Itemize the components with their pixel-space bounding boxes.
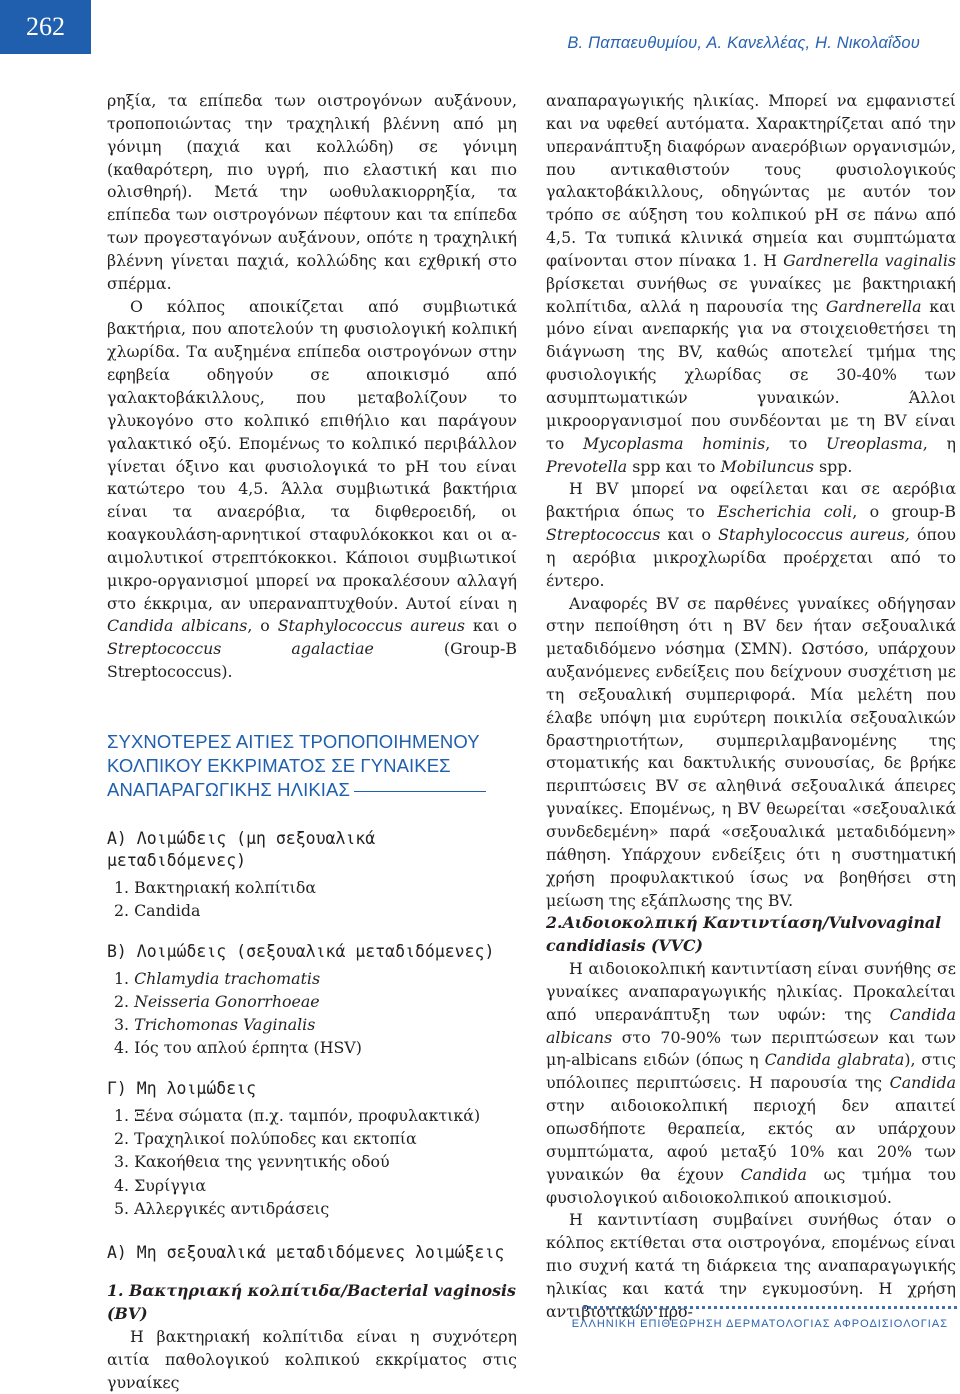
list-item: 1. Chlamydia trachomatis — [114, 968, 321, 988]
italic-term: Candida albicans — [107, 616, 248, 636]
italic-term: Candida — [740, 1164, 807, 1184]
section-title-box — [107, 730, 517, 802]
subsection-heading: Α) Μη σεξουαλικά μεταδιδόμενες λοιμώξεις — [107, 1243, 505, 1263]
italic-term: Streptococcus agalactiae — [107, 639, 374, 659]
right-paragraph-5: Η καντιντίαση συμβαίνει συνήθως όταν ο κόλπος εκτίθεται στα οιστρογόνα, επομένως είναι πιο συχνή κατά τη διάρκεια της αναπαραγωγικής ηλικίας και κατά την εγκυμοσύνη. Η χρήση αντιβιοτικών προ- — [546, 1210, 956, 1321]
italic-term: Neisseria Gonorrhoeae — [134, 991, 320, 1011]
italic-term: Chlamydia trachomatis — [134, 968, 321, 988]
page-number-badge — [0, 0, 91, 54]
list-item: 4. Ιός του απλού έρπητα (HSV) — [114, 1038, 362, 1058]
list-item: 2. Τραχηλικοί πολύποδες και εκτοπία — [114, 1129, 417, 1149]
list-item: 2. Candida — [114, 901, 201, 921]
vvc-heading: 2.Αιδοιοκολπική Καντιντίαση/Vulvovaginal candidiasis (VVC) — [546, 913, 942, 956]
right-paragraph-2 — [546, 478, 956, 592]
italic-term: Candida — [889, 1073, 956, 1093]
italic-term: Staphylococcus aureus — [277, 616, 466, 636]
italic-term: Candida albicans — [546, 1004, 956, 1047]
text-run: Η BV μπορεί να οφείλεται και σε αερόβια βακτήρια όπως το — [546, 479, 956, 522]
text-run: βρίσκεται συνήθως σε γυναίκες με βακτηριακή κολπίτιδα, αλλά η παρουσία της — [546, 273, 956, 316]
italic-term: Gardnerella — [825, 296, 922, 316]
bv-heading: 1. Βακτηριακή κολπίτιδα/Bacterial vaginosis (BV) — [107, 1281, 516, 1324]
list-item: 4. Συρίγγια — [114, 1175, 207, 1195]
italic-term: Prevotella — [546, 456, 628, 476]
section-title-line-2: ΚΟΛΠΙΚΟΥ ΕΚΚΡΙΜΑΤΟΣ ΣΕ ΓΥΝΑΙΚΕΣ — [107, 754, 451, 776]
group-a-heading: Α) Λοιμώδεις (μη σεξουαλικά μεταδιδόμενες) — [107, 828, 376, 870]
italic-term: Candida glabrata — [764, 1050, 905, 1070]
text-run: Ο κόλπος αποικίζεται από συμβιωτικά βακτήρια, που αποτελούν τη φυσιολογική κολπική χλωρίδα. Τα αυξημένα επίπεδα οιστρογόνων στην εφηβεία οδηγούν σε αποικισμό από γαλακτοβάκιλλους, που μεταβολίζουν το γλυκογόνο στο κολπικό επιθήλιο και παράγουν γαλακτικό οξύ. Επομένως το κολπικό περιβάλλον γίνεται όξινο και φυσιολογικά το pH του είναι κατώτερο του 4,5. Άλλα συμβιωτικά βακτήρια είναι τα αναερόβια, τα διφθεροειδή, οι κοαγκουλάση-αρνητικοί σταφυλόκοκκοι και οι α-αιμολυτικοί στρεπτόκοκκοι. Κάποιοι συμβιωτικοί μικρο-οργανισμοί μπορεί να προκαλέσουν αλλαγή στο έκκριμα, αν υπεραναπτυχθούν. Αυτοί είναι η — [107, 296, 517, 613]
italic-term: Staphylococcus aureus, — [718, 525, 910, 545]
text-run: spp. — [813, 456, 853, 476]
text-run: (Group-B Streptococcus). — [107, 639, 517, 682]
bv-paragraph: Η βακτηριακή κολπίτιδα είναι η συχνότερη αιτία παθολογικού κολπικού εκκρίματος στις γυναίκες — [107, 1326, 517, 1392]
italic-term: Ureoplasma — [825, 433, 923, 453]
italic-term: Streptococcus — [546, 525, 661, 545]
text-run: ), στις υπόλοιπες περιπτώσεις. Η παρουσία της — [546, 1050, 956, 1093]
text-run: spp και το — [627, 456, 721, 476]
group-b-list — [107, 967, 517, 1060]
running-header-authors: Β. Παπαευθυμίου, Α. Κανελλέας, Η. Νικολαΐδου — [567, 34, 920, 52]
right-paragraph-3: Αναφορές BV σε παρθένες γυναίκες οδήγησαν στην πεποίθηση ότι η BV δεν ήταν σεξουαλικά μεταδιδόμενο νόσημα (ΣΜΝ). Ωστόσο, υπάρχουν αυξανόμενες ενδείξεις που δείχνουν συσχέτιση με τη σεξουαλική συμπεριφορά. Μία μελέτη που έλαβε υπόψη μια ευρύτερη ποικιλία σεξουαλικών δραστηριοτήτων, συμπεριλαμβανομένης της στοματικής και δακτυλικής συνουσίας, δε βρήκε περιπτώσεις BV σε αληθινά σεξουαλικά άπειρες γυναίκες. Επομένως, η BV θεωρείται «σεξουαλικά συνδεδεμένη» παρά «σεξουαλικά μεταδιδόμενη» πάθηση. Υπάρχουν ενδείξεις ότι η συστηματική χρήση προφυλακτικού ίσως να βοηθήσει στη μείωση της εξάπλωσης της BV. — [546, 593, 956, 910]
text-run: όπου η αερόβια μικροχλωρίδα προέρχεται από το έντερο. — [546, 525, 957, 590]
page-number: 262 — [26, 12, 65, 41]
right-column — [546, 90, 956, 1324]
italic-term: Trichomonas Vaginalis — [134, 1015, 316, 1035]
text-run: αναπαραγωγικής ηλικίας. Μπορεί να εμφανιστεί και να υφεθεί αυτόματα. Χαρακτηρίζεται από την υπερανάπτυξη διαφόρων αναερόβιων οργανισμών, που αντικαθιστούν τους φυσιολογικούς γαλακτοβάκιλλους, οδηγώντας με αυτόν τον τρόπο σε αύξηση του κολπικού pH σε πάνω από 4,5. Τα τυπικά κλινικά σημεία και συμπτώματα φαίνονται στον πίνακα 1. Η — [546, 91, 956, 270]
text-run: , ο group-B — [852, 502, 956, 522]
text-run: , ο — [247, 616, 278, 636]
list-item: 2. Neisseria Gonorrhoeae — [114, 991, 320, 1011]
text-run: και ο — [660, 525, 719, 545]
list-item: 3. Κακοήθεια της γεννητικής οδού — [114, 1152, 390, 1172]
footer-dotted-rule — [583, 1306, 957, 1309]
text-run: , το — [765, 433, 826, 453]
title-rule — [354, 791, 486, 792]
text-run: , η — [922, 433, 956, 453]
italic-term: Gardnerella vaginalis — [783, 250, 957, 270]
text-run: στην αιδοιοκολπική περιοχή δεν απαιτεί οπωσδήποτε θεραπεία, εκτός αν υπάρχουν συμπτώματα, αφού μεταξύ 10% και 20% των γυναικών θα έχουν — [546, 1096, 956, 1184]
left-paragraph-1: ρηξία, τα επίπεδα των οιστρογόνων αυξάνουν, τροποποιώντας την τραχηλική βλέννη από μη γόνιμη (παχιά και κολλώδη) σε γόνιμη (καθαρότερη, πιο υγρή, πιο ελαστική και πιο ολισθηρή). Μετά την ωοθυλακιορρηξία, τα επίπεδα των οιστρογόνων πέφτουν και τα επίπεδα των προγεσταγόνων αυξάνουν, οπότε η τραχηλική βλέννη γίνεται παχιά, κολλώδης και εχθρική στο σπέρμα. — [107, 91, 517, 293]
list-item: 5. Αλλεργικές αντιδράσεις — [114, 1198, 330, 1218]
list-item: 3. Trichomonas Vaginalis — [114, 1015, 316, 1035]
italic-term: Mycoplasma hominis — [582, 433, 766, 453]
left-paragraph-2 — [107, 296, 517, 684]
list-item: 1. Ξένα σώματα (π.χ. ταμπόν, προφυλακτικά) — [114, 1105, 481, 1125]
right-paragraph-4 — [546, 958, 956, 1209]
group-c-heading: Γ) Μη λοιμώδεις — [107, 1078, 257, 1098]
section-title-line-1: ΣΥΧΝΟΤΕΡΕΣ ΑΙΤΙΕΣ ΤΡΟΠΟΠΟΙΗΜΕΝΟΥ — [107, 730, 480, 752]
italic-term: Mobiluncus — [720, 456, 814, 476]
text-run: Η αιδοιοκολπική καντιντίαση είναι συνήθης σε γυναίκες αναπαραγωγικής ηλικίας. Προκαλείται από υπερανάπτυξη των υφών: της — [546, 959, 956, 1024]
journal-footer: ΕΛΛΗΝΙΚΗ ΕΠΙΘΕΩΡΗΣΗ ΔΕΡΜΑΤΟΛΟΓΙΑΣ ΑΦΡΟΔΙΣΙΟΛΟΓΙΑΣ — [571, 1318, 948, 1330]
group-a-list — [107, 876, 517, 923]
text-run: και ο — [465, 616, 518, 636]
italic-term: Escherichia coli — [717, 502, 853, 522]
text-run: ως τμήμα του φυσιολογικού αιδοιοκολπικού αποικισμού. — [546, 1164, 956, 1207]
right-paragraph-1 — [546, 90, 956, 478]
text-run: και μόνο είναι ανεπαρκής για να στοιχειοθετήσει τη διάγνωση της BV, καθώς αποτελεί τμήμα της φυσιολογικής χλωρίδας σε 30-40% των ασυμπτωματικών γυναικών. Άλλοι μικροοργανισμοί που συνδέονται με τη BV είναι το — [546, 296, 956, 453]
text-run: στο 70-90% των περιπτώσεων και των μη-albicans ειδών (όπως η — [546, 1027, 956, 1070]
left-column — [107, 90, 517, 1394]
list-item: 1. Βακτηριακή κολπίτιδα — [114, 877, 317, 897]
section-title-line-3: ΑΝΑΠΑΡΑΓΩΓΙΚΗΣ ΗΛΙΚΙΑΣ — [107, 778, 350, 800]
group-b-heading: Β) Λοιμώδεις (σεξουαλικά μεταδιδόμενες) — [107, 941, 495, 961]
group-c-list — [107, 1104, 517, 1220]
